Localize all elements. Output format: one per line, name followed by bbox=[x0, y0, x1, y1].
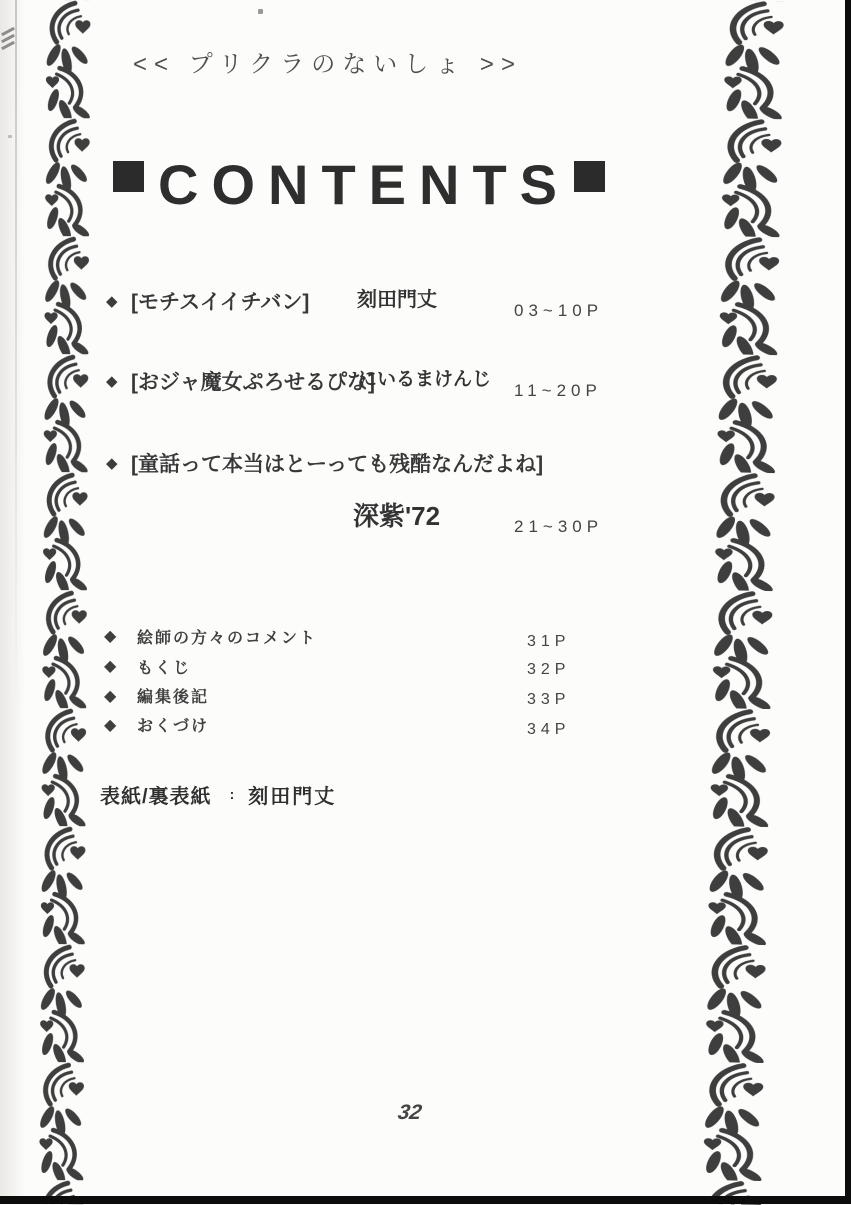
section-label: 編集後記 bbox=[137, 689, 210, 706]
floral-border-left bbox=[35, 0, 98, 1204]
black-square-icon bbox=[113, 161, 144, 192]
cover-credit-label: 表紙/裏表紙 bbox=[100, 786, 212, 808]
section-page: 31P bbox=[527, 633, 571, 650]
page-number: 32 bbox=[396, 1101, 424, 1124]
section-page: 32P bbox=[527, 661, 571, 678]
section-label: おくづけ bbox=[137, 718, 210, 735]
scan-bottom-edge bbox=[0, 1196, 851, 1204]
section-page: 33P bbox=[527, 691, 571, 708]
cover-credit-line bbox=[100, 780, 336, 809]
diamond-bullet-icon: ◆ bbox=[106, 373, 118, 390]
scan-right-edge bbox=[845, 0, 851, 1204]
section-label: 絵師の方々のコメント bbox=[137, 630, 318, 647]
work-author: 刻田門丈 bbox=[357, 289, 437, 311]
diamond-bullet-icon: ◆ bbox=[104, 628, 117, 645]
contents-heading-text: CONTENTS bbox=[158, 153, 570, 216]
diamond-bullet-icon: ◆ bbox=[106, 455, 118, 472]
black-square-icon bbox=[574, 161, 605, 192]
cover-credit-author: 刻田門丈 bbox=[248, 786, 337, 808]
work-title: [モチスイイチバン] bbox=[131, 291, 310, 314]
floral-border-right bbox=[697, 0, 796, 1205]
scan-crease-line bbox=[15, 0, 17, 760]
diamond-bullet-icon: ◆ bbox=[104, 688, 117, 705]
work-page-range: 03~10P bbox=[514, 301, 604, 320]
work-author: 深紫'72 bbox=[353, 501, 441, 531]
scan-speck bbox=[258, 9, 263, 14]
work-page-range: 11~20P bbox=[514, 381, 602, 400]
diamond-bullet-icon: ◆ bbox=[104, 658, 117, 675]
diamond-bullet-icon: ◆ bbox=[106, 293, 118, 310]
work-author: にいるまけんじ bbox=[358, 369, 492, 390]
work-title: [おジャ魔女ぷろせるぴな] bbox=[131, 371, 375, 394]
section-page: 34P bbox=[527, 721, 571, 738]
cover-credit-separator: : bbox=[229, 786, 235, 802]
diamond-bullet-icon: ◆ bbox=[104, 717, 117, 734]
scan-scribble-mark bbox=[1, 26, 15, 60]
section-label: もくじ bbox=[137, 660, 192, 677]
scan-speck bbox=[8, 135, 12, 138]
work-page-range: 21~30P bbox=[514, 517, 604, 536]
contents-heading bbox=[113, 153, 605, 216]
work-title: [童話って本当はとーっても残酷なんだよね] bbox=[131, 453, 544, 476]
doc-title: << プリクラのないしょ >> bbox=[133, 51, 522, 78]
